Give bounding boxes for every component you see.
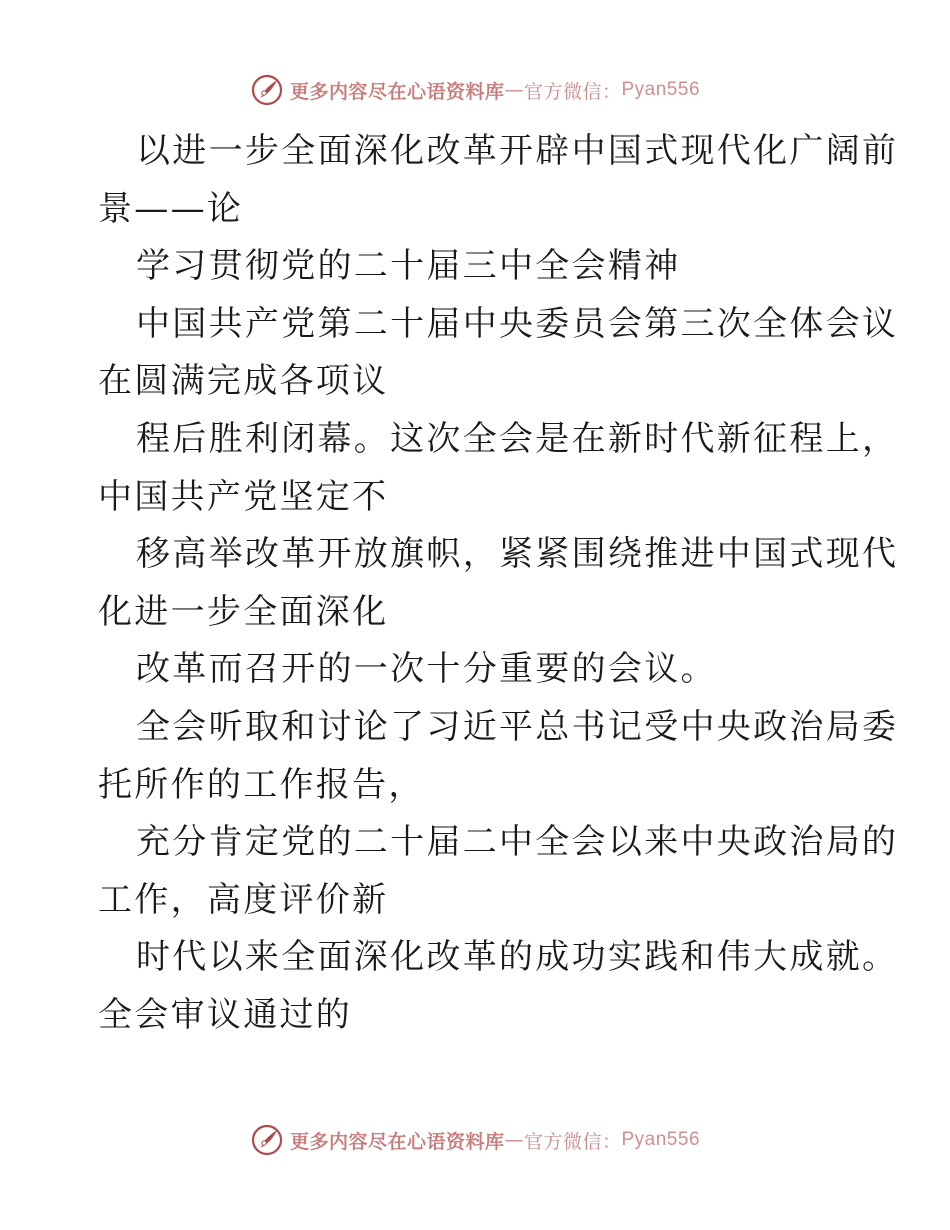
text-line: 化进一步全面深化 [98,591,389,632]
watermark-separator: — [504,79,524,101]
text-line: 全会审议通过的 [98,994,353,1035]
text-line: 学习贯彻党的二十届三中全会精神 [136,246,681,287]
text-line: 程后胜利闭幕。这次全会是在新时代新征程上， [136,418,899,459]
text-line: 改革而召开的一次十分重要的会议。 [136,649,717,690]
text-line: 景——论 [98,188,244,229]
text-line: 充分肯定党的二十届二中全会以来中央政治局的 [136,822,899,863]
text-line: 以进一步全面深化改革开辟中国式现代化广阔前 [136,131,899,171]
header-watermark [0,70,950,110]
watermark-account: Pyan556 [621,79,701,100]
watermark-brand: 更多内容尽在心语资料库 [289,1130,505,1153]
watermark-separator: — [504,1129,524,1151]
footer-watermark [0,1120,950,1160]
text-line: 中国共产党坚定不 [98,476,389,517]
feather-pen-circle-icon [250,1123,284,1157]
text-line: 工作，高度评价新 [98,879,389,920]
text-line: 中国共产党第二十届中央委员会第三次全体会议 [136,303,899,344]
document-body [98,123,899,1045]
watermark-account: Pyan556 [621,1129,701,1150]
feather-pen-circle-icon [250,73,284,107]
text-line: 在圆满完成各项议 [98,361,389,402]
text-line: 托所作的工作报告， [98,764,425,805]
watermark-label: 官方微信： [523,1130,622,1153]
text-line: 全会听取和讨论了习近平总书记受中央政治局委 [136,706,899,747]
watermark-brand: 更多内容尽在心语资料库 [289,80,505,103]
watermark-label: 官方微信： [523,80,622,103]
text-line: 移高举改革开放旗帜，紧紧围绕推进中国式现代 [136,534,899,575]
text-line: 时代以来全面深化改革的成功实践和伟大成就。 [136,937,899,978]
